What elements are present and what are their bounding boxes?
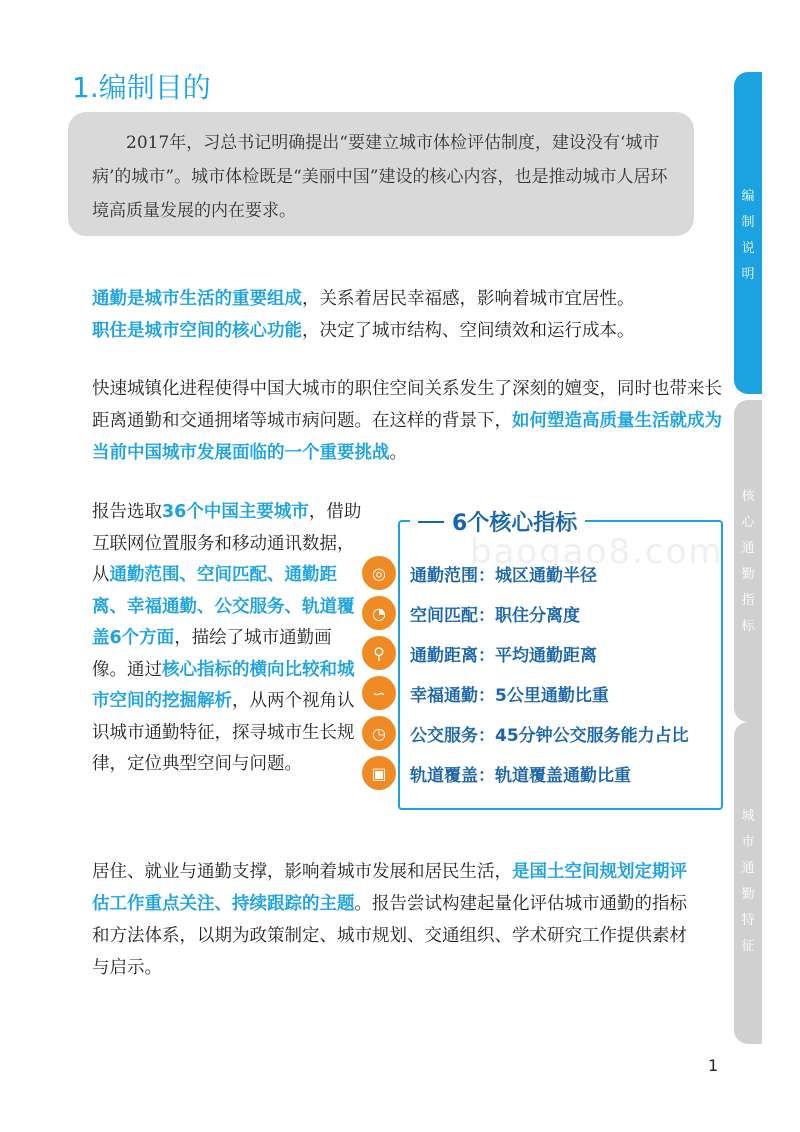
tab-char: 通 bbox=[741, 861, 755, 876]
indicator-row bbox=[362, 636, 597, 670]
highlight-text: 通勤是城市生活的重要组成 bbox=[92, 289, 302, 309]
paragraph-1 bbox=[92, 283, 732, 347]
highlight-text: 是国土空间规划定期评估工作重点关注、持续跟踪的主题 bbox=[92, 862, 687, 914]
highlight-text: 如何塑造高质量生活就成为当前中国城市发展面临的一个重要挑战 bbox=[92, 411, 722, 463]
tab-char: 说 bbox=[741, 241, 755, 256]
body-text: 。报告尝试构建起量化评估城市通勤的指标和方法体系，以期为政策制定、城市规划、交通组织、学术研究工作提供素材与启示。 bbox=[92, 894, 687, 978]
highlight-text: 职住是城市空间的核心功能 bbox=[92, 321, 302, 341]
tab-char: 勤 bbox=[741, 567, 755, 582]
tab-char: 城 bbox=[741, 809, 755, 824]
tab-char: 通 bbox=[741, 541, 755, 556]
highlight-text: 36个中国主要城市 bbox=[162, 502, 309, 522]
radar-icon: ◎ bbox=[362, 556, 396, 590]
tab-char: 市 bbox=[741, 835, 755, 850]
tab-char: 编 bbox=[741, 189, 755, 204]
body-text: ，决定了城市结构、空间绩效和运行成本。 bbox=[302, 321, 635, 341]
indicator-label: 公交服务：45分钟公交服务能力占比 bbox=[410, 725, 689, 746]
page-title: 1.编制目的 bbox=[72, 71, 211, 104]
side-tab-commute-features[interactable] bbox=[734, 722, 762, 1044]
indicator-row bbox=[362, 676, 609, 710]
page-number: 1 bbox=[708, 1056, 719, 1075]
body-text: ，关系着居民幸福感，影响着城市宜居性。 bbox=[302, 289, 635, 309]
train-icon: ▣ bbox=[362, 756, 396, 790]
indicator-row bbox=[362, 756, 631, 790]
tab-char: 征 bbox=[741, 939, 755, 954]
paragraph-3 bbox=[92, 497, 362, 781]
tab-char: 标 bbox=[741, 619, 755, 634]
tab-char: 指 bbox=[741, 593, 755, 608]
watermark: baogao8.com bbox=[470, 532, 724, 572]
body-text: ，从两个视角认识城市通勤特征，探寻城市生长规律，定位典型空间与问题。 bbox=[92, 691, 355, 774]
indicator-label: 空间匹配：职住分离度 bbox=[410, 605, 580, 626]
tab-char: 制 bbox=[741, 215, 755, 230]
route-icon: ⚲ bbox=[362, 636, 396, 670]
body-text: 居住、就业与通勤支撑，影响着城市发展和居民生活， bbox=[92, 862, 512, 882]
body-text: 快速城镇化进程使得中国大城市的职住空间关系发生了深刻的嬗变，同时也带来长距离通勤和交通拥堵等城市病问题。在这样的背景下， bbox=[92, 379, 722, 431]
tab-char: 明 bbox=[741, 267, 755, 282]
title-dash bbox=[418, 521, 444, 523]
indicator-label: 轨道覆盖：轨道覆盖通勤比重 bbox=[410, 765, 631, 786]
indicator-row bbox=[362, 596, 580, 630]
path-icon: ∽ bbox=[362, 676, 396, 710]
highlight-text: 通勤范围、空间匹配、通勤距离、幸福通勤、公交服务、轨道覆盖6个方面 bbox=[92, 565, 355, 648]
body-text: 报告选取 bbox=[92, 502, 162, 522]
tab-char: 勤 bbox=[741, 887, 755, 902]
indicator-title-text: 6个核心指标 bbox=[452, 511, 578, 536]
paragraph-4 bbox=[92, 856, 692, 984]
tab-char: 特 bbox=[741, 913, 755, 928]
tab-char: 核 bbox=[741, 489, 755, 504]
indicator-label: 通勤距离：平均通勤距离 bbox=[410, 645, 597, 666]
bus-clock-icon: ◷ bbox=[362, 716, 396, 750]
tab-char: 心 bbox=[741, 515, 755, 530]
highlight-text: 核心指标的横向比较和城市空间的挖掘解析 bbox=[92, 659, 355, 711]
indicator-label: 通勤范围：城区通勤半径 bbox=[410, 565, 597, 586]
body-text: ，借助互联网位置服务和移动通讯数据，从 bbox=[92, 502, 362, 585]
indicator-row bbox=[362, 716, 689, 750]
paragraph-2 bbox=[92, 373, 732, 469]
body-text: 。 bbox=[389, 443, 407, 463]
intro-box bbox=[68, 112, 694, 236]
side-tab-core-indicators[interactable] bbox=[734, 400, 762, 722]
side-tab-explanation[interactable] bbox=[734, 72, 762, 394]
body-text: ，描绘了城市通勤画像。通过 bbox=[92, 628, 332, 680]
indicator-label: 幸福通勤：5公里通勤比重 bbox=[410, 685, 609, 706]
pie-chart-icon: ◔ bbox=[362, 596, 396, 630]
intro-text: 2017年，习总书记明确提出“要建立城市体检评估制度，建设没有‘城市病’的城市”。城市体检既是“美丽中国”建设的核心内容，也是推动城市人居环境高质量发展的内在要求。 bbox=[92, 133, 668, 221]
